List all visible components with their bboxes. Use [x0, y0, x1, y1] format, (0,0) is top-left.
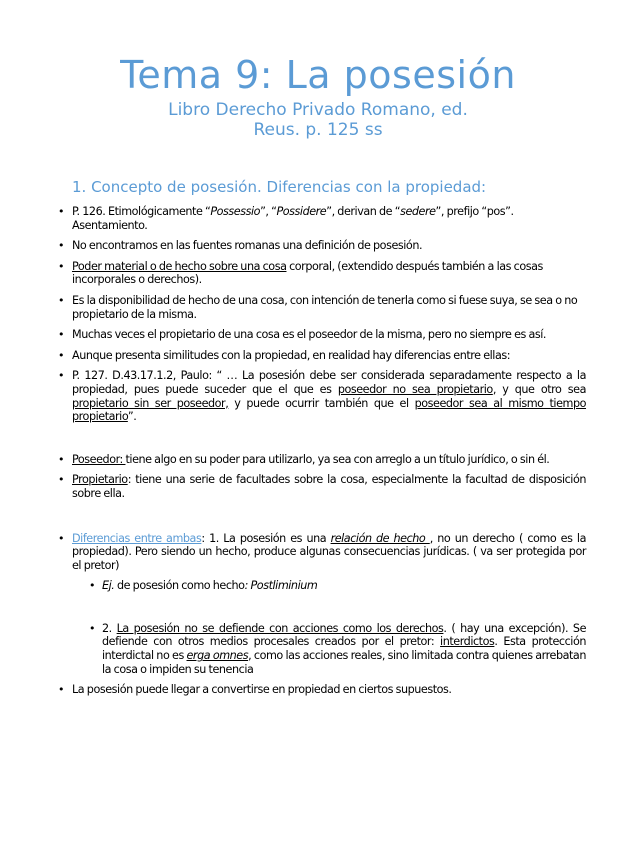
italic-term: Possidere: [276, 205, 327, 218]
bullet-no-definition: [56, 239, 586, 253]
text: y puede ocurrir también que el: [228, 396, 415, 410]
bullet-propietario: [56, 473, 586, 500]
text: , no un derecho ( como es la propiedad). Pero siendo un hecho, produce algunas consecuencias jurídicas. ( va ser protegida por el pretor): [72, 531, 586, 572]
underlined-text: interdictos: [440, 635, 495, 649]
text: , y que otro sea: [492, 382, 586, 396]
underlined-text: La posesión no se defiende con acciones como los derechos: [116, 621, 444, 635]
section-heading: 1. Concepto de posesión. Diferencias con la propiedad:: [72, 178, 487, 196]
text: corporal, (extendido después también a las cosas incorporales o derechos).: [72, 259, 543, 287]
spacer: [56, 600, 586, 622]
text: 2.: [102, 621, 117, 635]
text: P. 127. D.43.17.1.2, Paulo: “ … La posesión debe ser considerada separadamente respecto a la propiedad, pues puede suceder que el que es: [72, 369, 586, 396]
subtitle-line-1: Libro Derecho Privado Romano, ed.: [168, 100, 468, 120]
text: P. 126. Etimológicamente “: [72, 205, 211, 218]
italic-term: Possessio: [210, 205, 261, 218]
underlined-text: poseedor no sea propietario: [337, 382, 493, 396]
underlined-text: Poder material o de hecho sobre una cosa: [72, 259, 287, 273]
text: : tiene una serie de facultades sobre la cosa, especialmente la facultad de disposición sobre ella.: [72, 473, 586, 500]
text: ”, derivan de “: [326, 205, 401, 218]
page-title: Tema 9: La posesión: [120, 53, 516, 97]
italic-underlined-text: erga omnes: [186, 649, 249, 663]
text: No encontramos en las fuentes romanas una definición de posesión.: [72, 239, 423, 253]
text: tiene algo en su poder para utilizarlo, ya sea con arreglo a un título jurídico, o sin él.: [125, 452, 550, 466]
bullet-material-power: [56, 260, 586, 287]
text: , como las acciones reales, sino limitada contra quienes arrebatan la cosa o impiden su tenencia: [102, 649, 586, 676]
text: Aunque presenta similitudes con la propiedad, en realidad hay diferencias entre ellas:: [72, 348, 511, 362]
text: . Esta protección interdictal no es: [102, 635, 586, 663]
text: Muchas veces el propietario de una cosa es el poseedor de la misma, pero no siempre es así.: [72, 328, 547, 342]
bullet-list: [56, 205, 586, 704]
sub-bullet-defense: [56, 622, 586, 676]
text: ”.: [127, 410, 137, 424]
spacer: [56, 508, 586, 532]
underlined-text: Poseedor:: [72, 452, 126, 466]
underlined-text: propietario sin ser poseedor,: [72, 396, 229, 410]
text: . ( hay una excepción). Se defiende con otros medios procesales creados por el pretor:: [102, 621, 587, 649]
underlined-text: poseedor sea al mismo tiempo propietario: [72, 396, 587, 424]
bullet-similarities: [56, 349, 586, 363]
italic-underlined-text: relación de hecho: [330, 531, 430, 545]
italic-term: Ej.: [102, 579, 115, 593]
italic-term: : Postliminium: [244, 579, 318, 593]
bullet-conversion: [56, 683, 586, 697]
subtitle-line-2: Reus. p. 125 ss: [253, 120, 383, 140]
bullet-poseedor: [56, 453, 586, 467]
bullet-diferencias: [56, 532, 586, 573]
bullet-availability: [56, 294, 586, 321]
blue-underlined-text: Diferencias entre ambas: [72, 531, 202, 545]
bullet-owner-possessor: [56, 328, 586, 342]
text: Es la disponibilidad de hecho de una cosa, con intención de tenerla como si fuese suya, se sea o no propietario de la misma.: [72, 293, 578, 321]
underlined-text: Propietario: [72, 473, 128, 487]
text: ”, “: [260, 205, 277, 218]
spacer: [56, 431, 586, 453]
bullet-etymology: [56, 205, 586, 232]
sub-bullet-example: [56, 579, 586, 593]
page-subtitle: [0, 100, 636, 140]
italic-term: sedere: [400, 205, 436, 218]
text: de posesión como hecho: [114, 579, 245, 593]
text: ”, prefijo “pos”. Asentamiento.: [72, 205, 514, 232]
text: : 1. La posesión es una: [201, 531, 331, 545]
bullet-paulo-quote: [56, 369, 586, 423]
text: La posesión puede llegar a convertirse en propiedad en ciertos supuestos.: [72, 683, 452, 697]
